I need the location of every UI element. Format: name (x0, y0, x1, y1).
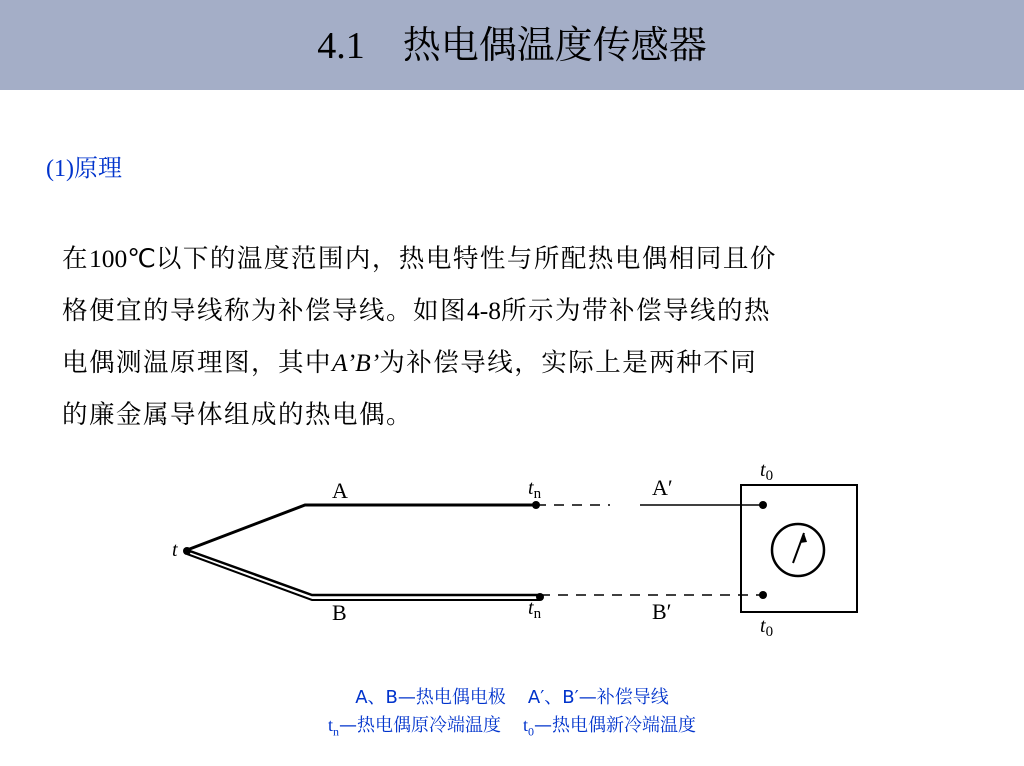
electrode-a-wire (187, 505, 536, 550)
label-t0-top: $t_0$ (760, 459, 774, 484)
text-run: 4-8 (467, 296, 502, 325)
text-run: A’B’ (332, 348, 380, 377)
body-paragraph (62, 233, 967, 441)
paragraph-line-3 (62, 337, 967, 389)
label-b-prime: B′ (652, 599, 672, 624)
caption-tn: $t_n—$热电偶原冷端温度 (327, 715, 501, 739)
text-run: 在 (62, 244, 90, 274)
label-tn-top: $t_n$ (528, 477, 542, 502)
cold-junction-a-dot (759, 501, 767, 509)
caption-row-1 (0, 683, 1024, 709)
thermocouple-diagram (160, 455, 870, 645)
text-run: 以下的温度范围内，热电特性与所配热电偶相同且价 (155, 244, 777, 274)
text-run: 格便宜的导线称为补偿导线。如图 (62, 296, 468, 326)
caption-electrodes: A、B—热电偶电极 (355, 687, 506, 708)
meter-needle-head (800, 533, 807, 543)
text-run: 所示为带补偿导线的热 (501, 296, 772, 326)
paragraph-line-1 (62, 233, 967, 285)
text-run: 100℃ (89, 244, 156, 273)
paragraph-line-4: 的廉金属导体组成的热电偶。 (62, 400, 414, 430)
hot-junction-dot (183, 547, 191, 555)
text-run: 电偶测温原理图，其中 (62, 348, 333, 378)
cold-junction-b-dot (759, 591, 767, 599)
paragraph-line-2 (62, 285, 967, 337)
caption-row-2 (0, 711, 1024, 740)
caption-compensation: A′、B′—补偿导线 (527, 687, 669, 708)
label-t: t (172, 539, 178, 561)
section-label: 原理 (73, 154, 122, 182)
section-heading (46, 148, 122, 183)
text-run: 为补偿导线，实际上是两种不同 (379, 348, 758, 378)
section-number: (1) (46, 156, 74, 182)
label-a-prime: A′ (652, 475, 673, 500)
title-number: 4.1 (317, 25, 365, 67)
label-a: A (332, 478, 348, 503)
caption-t0: $t_0—$热电偶新冷端温度 (523, 715, 697, 739)
label-t0-bottom: $t_0$ (760, 615, 774, 640)
label-tn-bottom: $t_n$ (528, 597, 542, 622)
page-title (0, 0, 1024, 90)
electrode-b-wire-outer (187, 554, 540, 600)
tn-junction-b-dot (536, 593, 544, 601)
label-b: B (332, 600, 347, 625)
title-text: 热电偶温度传感器 (402, 23, 707, 67)
